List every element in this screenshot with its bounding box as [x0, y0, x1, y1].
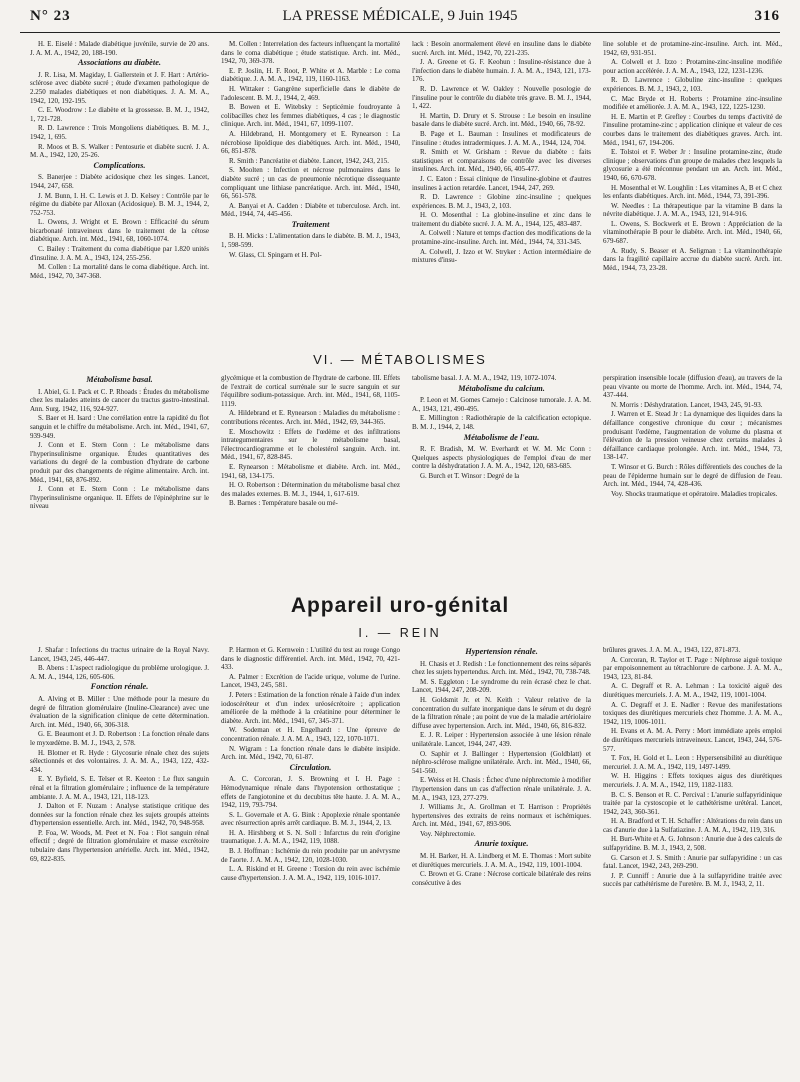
reference-entry: J. R. Lisa, M. Magiday, I. Gallerstein et J. F. Hart : Artério-sclérose avec diabète sucré ; étude d'examen pathologique de 2.250 malades diabétiques et non diabétiques. J. A. M. A., 1942, 120, 192-195.	[30, 70, 209, 105]
reference-entry: G. Carson et J. S. Smith : Anurie par sulfapyridine : un cas fatal. Lancet, 1942, 243, 269-290.	[603, 853, 782, 871]
subsection-heading: Complications.	[93, 160, 146, 170]
reference-entry: R. Smith et W. Grisham : Revue du diabète : faits statistiques et comparaisons de contrôle avec les diverses insulines. Arch. int. Méd., 1940, 66, 405-477.	[412, 148, 591, 174]
diabetes-section	[30, 40, 782, 352]
reference-entry: B. J. Hoffman : Ischémie du rein produite par un anévrysme de l'aorte. J. A. M. A., 1942, 120, 1028-1030.	[221, 847, 400, 864]
reference-entry: J. Dalton et F. Nuzam : Analyse statistique critique des données sur la fonction rénale chez les sujets groupés atteints d'hypertension essentielle. Arch. int. Méd., 1942, 70, 948-958.	[30, 802, 209, 828]
reference-entry: S. Baer et H. Isard : Une corrélation entre la rapidité du flot sanguin et le chiffre du métabolisme. Arch. int. Méd., 1941, 67, 939-949.	[30, 414, 209, 440]
reference-entry: M. H. Barker, H. A. Lindberg et M. E. Thomas : Mort subite et diurétiques mercuriels. J. A. M. A., 1942, 119, 1001-1004.	[412, 852, 591, 869]
reference-entry: P. Foa, W. Woods, M. Peet et N. Foa : Flot sanguin rénal effectif ; degré de filtration glomérulaire et masse excrétoire tubulaire dans l'hypertension artérielle. Arch. int. Méd., 1942, 69, 822-835.	[30, 828, 209, 863]
reference-entry: E. Y. Byfield, S. E. Telser et R. Keeton : Le flux sanguin rénal et la filtration glomérulaire ; influence de la température ambiante. J. A. M. A., 1943, 121, 118-123.	[30, 775, 209, 801]
column	[221, 40, 400, 352]
reference-entry: A. Rudy, S. Beaser et A. Seligman : La vitaminothérapie dans la fragilité capillaire accrue du diabète sucré. Arch. int. Méd., 1944, 73, 23-28.	[603, 246, 782, 272]
rein-section	[30, 646, 782, 1076]
reference-entry: Voy. Shocks traumatique et opératoire. Maladies tropicales.	[611, 489, 778, 498]
reference-entry: H. E. Martin et P. Grefley : Courbes du temps d'activité de l'insuline protamine-zinc ; application clinique et valeur de ces courbes dans le traitement des diabétiques graves. Arch. int. Méd., 1941, 67, 194-206.	[603, 112, 782, 147]
reference-entry: E. Moschowitz : Effets de l'œdème et des infiltrations intrategumentaires sur le métabolisme basal, l'électrocardiogramme et le cholestérol sanguin. Arch. int. Méd., 1941, 67, 828-845.	[221, 427, 400, 462]
column	[30, 646, 209, 1076]
reference-entry: E. Tolstoi et F. Weber Jr : Insuline protamine-zinc, étude clinique ; observations d'un groupe de malades chez lesquels la glycosurie a été méconnue pendant un an. Arch. int. Méd., 1940, 66, 670-678.	[603, 148, 782, 182]
reference-entry: H. Goldsmit Jr. et N. Keith : Valeur relative de la concentration du sulfate inorganique dans le sérum et du degré de la filtration rénale ; au point de vue de la maladie artériolaire diffuse avec hypertension. Arch. int. Méd., 1940, 66, 816-832.	[412, 695, 591, 730]
journal-title: LA PRESSE MÉDICALE, 9 Juin 1945	[282, 8, 518, 24]
metabolisms-heading: VI. — MÉTABOLISMES	[313, 352, 487, 367]
reference-entry: M. Collen : La mortalité dans le coma diabétique. Arch. int. Méd., 1942, 70, 347-368.	[30, 263, 209, 280]
subsection-heading: Métabolisme du calcium.	[458, 383, 545, 393]
reference-entry: C. Brown et G. Crane : Nécrose corticale bilatérale des reins consécutive à des	[412, 870, 591, 887]
reference-entry: tabolisme basal. J. A. M. A., 1942, 119, 1072-1074.	[412, 374, 557, 382]
column	[221, 374, 400, 572]
column	[30, 374, 209, 572]
reference-entry: A. Hildebrand et E. Rynearson : Maladies du métabolisme : contributions récentes. Arch. int. Méd., 1942, 69, 344-365.	[221, 409, 400, 426]
reference-entry: J. Conn et E. Stern Conn : Le métabolisme dans l'hyperinsulinisme organique. II. Effets de l'épinéphrine sur le niveau	[30, 485, 209, 511]
subsection-heading: Métabolisme basal.	[86, 375, 153, 384]
reference-entry: R. Moos et B. S. Walker : Pentosurie et diabète sucré. J. A. M. A., 1942, 120, 25-26.	[30, 142, 209, 160]
reference-entry: B. Page et L. Bauman : Insulines et modificateurs de l'insuline : études intradermiques. J. A. M. A., 1944, 124, 704.	[412, 129, 591, 147]
reference-entry: J. P. Cunniff : Anurie due à la sulfapyridine traitée avec succès par cathétérisme de l'uretère. B. M. J., 1943, 2, 11.	[603, 871, 782, 889]
reference-entry: W. Sodeman et H. Engelhardt : Une épreuve de concentration rénale. J. A. M. A., 1943, 122, 1070-1071.	[221, 726, 400, 743]
reference-entry: J. Williams Jr., A. Grollman et T. Harrison : Propriétés hypertensives des extraits de reins normaux et ischémiques. Arch. int. Méd., 1941, 67, 893-906.	[412, 803, 591, 829]
reference-entry: H. O. Robertson : Détermination du métabolisme basal chez des malades externes. B. M. J., 1944, 1, 617-619.	[221, 481, 400, 498]
reference-entry: G. E. Beaumont et J. D. Robertson : La fonction rénale dans le myxœdème. B. M. J., 1943, 2, 578.	[30, 730, 209, 747]
reference-entry: P. Harmon et G. Kernwein : L'utilité du test au rouge Congo dans le diagnostic différentiel. Arch. int. Méd., 1942, 70, 421-433.	[221, 646, 400, 672]
reference-entry: N. Morris : Déshydratation. Lancet, 1943, 245, 91-93.	[611, 400, 763, 409]
column	[603, 374, 782, 572]
reference-entry: J. C. Eaton : Essai clinique de l'insuline-globine et d'autres insulines à action retardée. Lancet, 1944, 247, 269.	[412, 174, 591, 192]
subsection-heading: Fonction rénale.	[90, 682, 149, 692]
column	[603, 646, 782, 1076]
subsection-heading: Métabolisme de l'eau.	[463, 432, 540, 442]
column	[412, 40, 591, 352]
reference-entry: J. M. Bunn, I. H. C. Lewis et J. D. Kelsey : Contrôle par le régime du diabète par Alloxan (Acidosique). B. M. J., 1944, 2, 752-753.	[30, 191, 209, 217]
column	[603, 40, 782, 352]
reference-entry: A. Banyai et A. Cadden : Diabète et tuberculose. Arch. int. Méd., 1944, 74, 445-456.	[221, 201, 400, 219]
reference-entry: I. Abiel, G. I. Pack et C. P. Rhoads : Études du métabolisme chez les malades atteints de cancer du tractus gastro-intestinal. Ann. Surg. 1942, 116, 924-927.	[30, 387, 209, 413]
page-number: 316	[754, 8, 780, 24]
reference-entry: A. Colwell et J. Izzo : Protamine-zinc-insuline modifiée pour action accélérée. J. A. M. A., 1943, 122, 1231-1236.	[603, 58, 782, 75]
reference-entry: R. D. Lawrence et W. Oakley : Nouvelle posologie de l'insuline pour le contrôle du diabète très grave. B. M. J., 1944, 1, 422.	[412, 84, 591, 111]
subsection-heading: Traitement	[291, 219, 330, 229]
reference-entry: A. Palmer : Excrétion de l'acide urique, volume de l'urine. Lancet, 1943, 245, 581.	[221, 672, 400, 690]
reference-entry: P. Leon et M. Gomes Camejo : Calcinose tumorale. J. A. M. A., 1943, 121, 490-495.	[412, 396, 591, 413]
reference-entry: H. A. Hirshberg et S. N. Soll : Infarctus du rein d'origine traumatique. J. A. M. A., 1942, 119, 1088.	[221, 828, 400, 846]
reference-entry: E. Weiss et H. Chasis : Échec d'une néphrectomie à modifier l'hypertension dans un cas d'affection rénale unilatérale. J. A. M. A., 1943, 123, 277-279.	[412, 776, 591, 802]
column	[221, 646, 400, 1076]
reference-entry: H. A. Bradford et T. H. Schaffer : Altérations du rein dans un cas d'anurie due à la Sulfatiazine. J. A. M. A., 1942, 119, 316.	[603, 817, 782, 834]
reference-entry: R. D. Lawrence : Trois Mongoliens diabétiques. B. M. J., 1942, 1, 695.	[30, 124, 209, 141]
column	[412, 646, 591, 1076]
reference-entry: M. Collen : Interrelation des facteurs influençant la mortalité dans le coma diabétique ; étude statistique. Arch. int. Méd., 1942, 70, 369-378.	[221, 40, 400, 66]
reference-entry: A. Colwell, J. Izzo et W. Stryker : Action intermédiaire de mixtures d'insu-	[412, 247, 591, 265]
uro-genital-title: Appareil uro-génital	[290, 594, 510, 617]
subsection-heading: Circulation.	[289, 762, 332, 772]
reference-entry: A. Corcoran, R. Taylor et T. Page : Néphrose aiguë toxique par empoisonnement au tétrachlorure de carbone. J. A. M. A., 1943, 123, 81-84.	[603, 655, 782, 681]
reference-entry: B. Barnes : Température basale ou mé-	[229, 499, 338, 508]
metabolisms-section	[30, 374, 782, 572]
subsection-heading: Associations au diabète.	[77, 58, 162, 68]
column	[412, 374, 591, 572]
header-rule	[20, 32, 780, 33]
reference-entry: R. Smith : Pancréatite et diabète. Lancet, 1942, 243, 215.	[229, 156, 389, 165]
reference-entry: A. Alving et B. Miller : Une méthode pour la mesure du degré de filtration glomérulaire (Inuline-Clearance) avec une évaluation de la signification clinique de cette détermination. Arch. int. Méd., 1940, 66, 306-318.	[30, 694, 209, 729]
reference-entry: H. Martin, D. Drury et S. Strouse : Le besoin en insuline basale dans le diabète sucré. Arch. int. Méd., 1940, 66, 78-92.	[412, 111, 591, 129]
reference-entry: C. Bailey : Traitement du coma diabétique par 1.820 unités d'insuline. J. A. M. A., 1943, 124, 255-256.	[30, 245, 209, 262]
reference-entry: H. Chasis et J. Redish : Le fonctionnement des reins séparés chez les sujets hypertendus. Arch. int. Méd., 1942, 70, 738-748.	[412, 659, 591, 677]
issue-number: N° 23	[30, 8, 71, 24]
reference-entry: T. Fox, H. Gold et L. Leon : Hypersensibilité au diurétique mercuriel. J. A. M. A., 1942, 119, 1497-1499.	[603, 754, 782, 771]
reference-entry: J. Warren et E. Stead Jr : La dynamique des liquides dans la défaillance congestive chronique du cœur ; mécanismes produisant l'œdème, l'augmentation de volume du plasma et l'élévation de la pression veineuse chez certains malades à défaillance cardiaque prolongée. Arch. int. Méd., 1944, 73, 138-147.	[603, 410, 782, 462]
subsection-heading: Anurie toxique.	[474, 839, 529, 849]
reference-entry: H. Blotner et R. Hyde : Glycosurie rénale chez des sujets sélectionnés et des volontaires. J. A. M. A., 1943, 122, 432-434.	[30, 748, 209, 774]
reference-entry: B. H. Micks : L'alimentation dans le diabète. B. M. J., 1943, 1, 598-599.	[221, 232, 400, 250]
reference-entry: J. Peters : Estimation de la fonction rénale à l'aide d'un index iodoscéréteur et d'un index uréosécrétoire ; application améliorée de la méthode à la créatinine pour déterminer le diabète. Arch. int. Méd., 1941, 67, 345-371.	[221, 690, 400, 725]
reference-entry: J. Conn et E. Stern Conn : Le métabolisme dans l'hyperinsulinisme organique. Études quantitatives des variations du degré de la combustion d'hydrate de carbone produit par des changements de régime alimentaire. Arch. int. Méd., 1941, 68, 876-892.	[30, 441, 209, 484]
column	[30, 40, 209, 352]
reference-entry: H. Mosenthal et W. Loughlin : Les vitamines A, B et C chez les enfants diabétiques. Arch. int. Méd., 1944, 73, 391-396.	[603, 183, 782, 201]
reference-entry: L. Owens, S. Bockwerk et E. Brown : Appréciation de la vitaminothérapie B pour le diabète. Arch. int. Méd., 1940, 66, 679-687.	[603, 219, 782, 246]
reference-entry: B. Abens : L'aspect radiologique du problème urologique. J. A. M. A., 1944, 126, 605-606.	[30, 664, 209, 681]
reference-entry: E. Millington : Radiothérapie de la calcification ectopique. B. M. J., 1944, 2, 148.	[412, 414, 591, 431]
reference-entry: H. O. Mosenthal : La globine-insuline et zinc dans le traitement du diabète sucré. J. A. M. A., 1944, 125, 483-487.	[412, 211, 591, 228]
reference-entry: line soluble et de protamine-zinc-insuline. Arch. int. Méd., 1942, 69, 931-951.	[603, 40, 782, 57]
reference-entry: lack : Besoin anormalement élevé en insuline dans le diabète sucré. Arch. int. Méd., 1942, 70, 221-235.	[412, 40, 591, 57]
rein-heading: I. — REIN	[358, 626, 442, 640]
reference-entry: C. Mac Bryde et H. Roberts : Protamine zinc-insuline modifiée et améliorée. J. A. M. A., 1943, 122, 1225-1230.	[603, 94, 782, 112]
reference-entry: W. Glass, Cl. Spingarn et H. Pol-	[229, 250, 322, 259]
reference-entry: brûlures graves. J. A. M. A., 1943, 122, 871-873.	[603, 646, 741, 654]
reference-entry: N. Wigram : La fonction rénale dans le diabète insipide. Arch. int. Méd., 1942, 70, 61-87.	[221, 744, 400, 762]
reference-entry: C. E. Woodrow : Le diabète et la grossesse. B. M. J., 1942, 1, 721-728.	[30, 106, 209, 123]
reference-entry: T. Winsor et G. Burch : Rôles différentiels des couches de la peau de l'épiderme humain sur le degré de diffusion de l'eau. Arch. int. Méd., 1944, 74, 428-436.	[603, 462, 782, 489]
reference-entry: S. Banerjee : Diabète acidosique chez les singes. Lancet, 1944, 247, 658.	[30, 173, 209, 190]
reference-entry: W. H. Higgins : Effets toxiques aigus des diurétiques mercuriels. J. A. M. A., 1942, 119, 1182-1183.	[603, 772, 782, 789]
reference-entry: A. Colwell : Nature et temps d'action des modifications de la protamine-zinc-insuline. Arch. int. Méd., 1944, 74, 331-345.	[412, 229, 591, 247]
reference-entry: A. C. Degraff et J. E. Nadler : Revue des manifestations toxiques des diurétiques mercuriels chez l'homme. J. A. M. A., 1942, 119, 1006-1011.	[603, 700, 782, 726]
reference-entry: L. A. Riskind et H. Greene : Torsion du rein avec ischémie cause d'hypertension. J. A. M. A., 1942, 119, 1016-1017.	[221, 865, 400, 882]
reference-entry: H. Burt-White et A. G. Johnson : Anurie due à des calculs de sulfapyridine. B. M. J., 1943, 2, 508.	[603, 835, 782, 853]
reference-entry: Voy. Néphrectomie.	[420, 829, 476, 838]
reference-entry: B. Bowen et E. Witebsky : Septicémie foudroyante à colibacilles chez les femmes diabétiques, 4 cas ; le diagnostic clinique. Arch. int. Méd., 1941, 67, 1099-1107.	[221, 103, 400, 129]
reference-entry: R. D. Lawrence : Globuline zinc-insuline : quelques expériences. B. M. J., 1943, 2, 103.	[603, 76, 782, 93]
reference-entry: E. J. R. Leiper : Hypertension associée à une lésion rénale unilatérale. Lancet, 1944, 247, 439.	[412, 731, 591, 748]
reference-entry: A. C. Corcoran, J. S. Browning et I. H. Page : Hémodynamique rénale dans l'hypotension orthostatique ; effets de l'angiotonine et du decubitus tête haute. J. A. M. A., 1942, 119, 793-794.	[221, 775, 400, 810]
page-header	[20, 8, 780, 34]
reference-entry: R. F. Bradish, M. W. Everhardt et W. M. Mc Conn : Quelques aspects physiologiques de l'emploi d'eau de mer contre la déshydratation J. A. M. A., 1942, 120, 683-685.	[412, 445, 591, 471]
reference-entry: H. E. Eiselé : Malade diabétique juvénile, survie de 20 ans. J. A. M. A., 1942, 20, 188-190.	[30, 40, 209, 57]
reference-entry: M. S. Eggleton : Le syndrome du rein écrasé chez le chat. Lancet, 1944, 247, 208-209.	[412, 677, 591, 695]
reference-entry: A. C. Degraff et R. A. Lehman : La toxicité aiguë des diurétiques mercuriels. J. A. M. A., 1942, 119, 1001-1004.	[603, 682, 782, 699]
reference-entry: E. P. Joslin, H. F. Root, P. White et A. Marble : Le coma diabétique. J. A. M. A., 1942, 119, 1160-1163.	[221, 66, 400, 84]
reference-entry: R. D. Lawrence : Globine zinc-insuline ; quelques expériences. B. M. J., 1943, 2, 103.	[412, 193, 591, 210]
reference-entry: H. Evans et A. M. A. Perry : Mort immédiate après emploi de diurétiques mercuriels intraveineux. Lancet, 1943, 244, 576-577.	[603, 727, 782, 753]
reference-entry: W. Needles : La thérapeutique par la vitamine B dans la névrite diabétique. J. A. M. A., 1943, 121, 914-916.	[603, 201, 782, 219]
reference-entry: G. Burch et T. Winsor : Degré de la	[420, 471, 520, 480]
reference-entry: S. Moolten : Infection et nécrose pulmonaires dans le diabète sucré ; un cas de pneumonie nécrotique dissequante compliquant une lithiase pancréatique. Arch. int. Méd., 1940, 66, 561-578.	[221, 166, 400, 201]
reference-entry: glycémique et la combustion de l'hydrate de carbone. III. Effets de l'extrait de cortical surrénale sur le sucre sanguin et sur l'équilibre sodium-potassique. Arch. int. Méd., 1941, 68, 1105-1119.	[221, 374, 400, 408]
reference-entry: E. Rynearson : Métabolisme et diabète. Arch. int. Méd., 1941, 68, 134-175.	[221, 462, 400, 480]
reference-entry: perspiration insensible locale (diffusion d'eau), au travers de la peau vivante ou morte de l'homme. Arch. int. Méd., 1944, 74, 437-444.	[603, 374, 782, 400]
reference-entry: J. Shafar : Infections du tractus urinaire de la Royal Navy. Lancet, 1943, 245, 446-447.	[30, 646, 209, 663]
reference-entry: A. Hildebrand, H. Montgomery et E. Rynearson : La nécrobiose lipoïdique des diabétiques. Arch. int. Méd., 1940, 66, 851-878.	[221, 129, 400, 156]
reference-entry: O. Saphir et J. Ballinger : Hypertension (Goldblatt) et néphro-sclérose maligne unilatérale. Arch. int. Méd., 1940, 66, 541-560.	[412, 749, 591, 775]
reference-entry: H. Wittaker : Gangrène superficielle dans le diabète de l'adolescent. B. M. J., 1944, 2, 469.	[221, 84, 400, 102]
reference-entry: S. L. Governale et A. G. Bink : Apoplexie rénale spontanée avec résurrection après arrêt cardiaque. B. M. J., 1944, 2, 13.	[221, 810, 400, 828]
subsection-heading: Hypertension rénale.	[465, 647, 538, 656]
reference-entry: J. A. Greene et G. F. Keohun : Insuline-résistance due à l'infection dans le diabète humain. J. A. M. A., 1943, 121, 173-176.	[412, 58, 591, 84]
reference-entry: B. C. S. Benson et R. C. Percival : L'anurie sulfapyridinique traitée par la cystoscopie et le cathétérisme urétéral. Lancet, 1942, 243, 360-361.	[603, 790, 782, 816]
reference-entry: L. Owens, J. Wright et E. Brown : Efficacité du sérum bicarbonaté intraveineux dans le traitement de la cétose diabétique. Arch. int. Méd., 1941, 68, 1060-1074.	[30, 218, 209, 244]
